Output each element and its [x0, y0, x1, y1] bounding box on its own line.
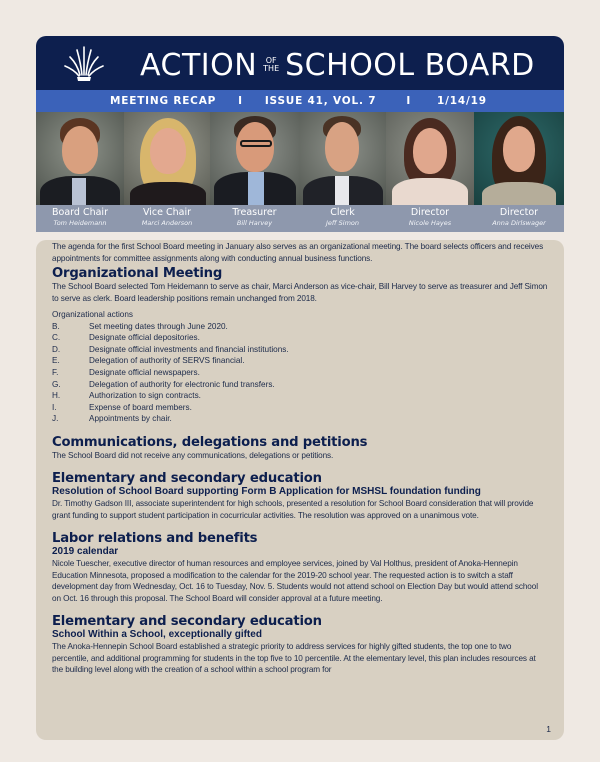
- section-body: Dr. Timothy Gadson III, associate superintendent for high schools, presented a resolution for School Board consideration that will provide grant funding to support student participation in cocurricular activities. The resolution was approved on a unanimous vote.: [52, 499, 534, 520]
- section-subheading: Resolution of School Board supporting Form B Application for MSHSL foundation funding: [52, 486, 481, 498]
- section-body: The Anoka-Hennepin School Board established a strategic priority to address services for highly gifted students, the top one to two percentile, and additional programming for students in the top five to 10 percentile. At the elementary level, this plan includes resources at the building level along with the creation of a school within a school program for: [52, 642, 536, 675]
- section-body: Nicole Tuescher, executive director of human resources and employee services, joined by Val Holthus, president of Anoka-Hennepin Education Minnesota, proposed a modification to the calendar for the 2019-20 school year. The requested action is to switch a staff development day from Wednesday, Oct. 16 to Tuesday, Nov. 5. Students would not attend school on Election Day but would attend school on Oct. 16 through this proposal. The School Board will consider approval at a future meeting.: [52, 559, 538, 603]
- section-heading: Elementary and secondary education: [52, 471, 322, 487]
- board-member-photo: [36, 112, 124, 205]
- organizational-actions-list: [52, 321, 548, 425]
- board-photo-strip: [36, 112, 564, 205]
- board-member-caption: Director Nicole Hayes: [408, 207, 452, 227]
- intro-paragraph: The agenda for the first School Board meeting in January also serves as an organizational meeting. The board selects officers and receives appointments for committee assignments along with conducting annual business functions.: [52, 242, 544, 263]
- title-action: ACTION: [140, 47, 258, 83]
- content-panel: [36, 240, 564, 740]
- grass-plume-logo-icon: [64, 45, 104, 83]
- separator: I: [406, 95, 412, 107]
- list-item: E. Delegation of authority of SERVS financial.: [52, 356, 245, 366]
- section-heading: Communications, delegations and petitions: [52, 434, 368, 450]
- board-member-photo: [299, 112, 386, 205]
- list-item: H. Authorization to sign contracts.: [52, 391, 201, 401]
- issue-bar: [36, 90, 564, 112]
- issue-date: 1/14/19: [437, 95, 487, 107]
- section-heading: Elementary and secondary education: [52, 614, 322, 630]
- section-subheading: School Within a School, exceptionally gifted: [52, 629, 262, 641]
- separator: I: [238, 95, 243, 107]
- list-item: C. Designate official depositories.: [52, 333, 200, 343]
- title-of-the: OF THE: [263, 56, 280, 73]
- board-member-caption: Clerk Jeff Simon: [325, 207, 360, 227]
- board-member-caption: Board Chair Tom Heidemann: [52, 207, 108, 227]
- section-subheading: 2019 calendar: [52, 546, 119, 558]
- section-body: The School Board did not receive any communications, delegations or petitions.: [52, 450, 334, 460]
- board-caption-band: [36, 205, 564, 232]
- board-member-caption: Director Anna Dirlswager: [492, 207, 546, 227]
- board-member-photo: [210, 112, 299, 205]
- board-member-photo: [124, 112, 210, 205]
- list-item: B. Set meeting dates through June 2020.: [52, 321, 228, 331]
- list-item: I. Expense of board members.: [52, 402, 192, 412]
- list-item: J. Appointments by chair.: [52, 414, 172, 424]
- page-number: 1: [546, 724, 551, 734]
- issue-label: ISSUE 41, VOL. 7: [264, 95, 377, 107]
- board-member-photo: [474, 112, 564, 205]
- list-item: D. Designate official investments and financial institutions.: [52, 344, 289, 354]
- section-body: The School Board selected Tom Heidemann to serve as chair, Marci Anderson as vice-chair, Bill Harvey to serve as treasurer and Jeff Simon to serve as clerk. Board leadership positions remain unchanged from 2018.: [52, 282, 548, 303]
- masthead: [36, 36, 564, 112]
- section-heading: Organizational Meeting: [52, 266, 223, 281]
- title-school-board: SCHOOL BOARD: [285, 47, 535, 83]
- list-item: G. Delegation of authority for electronic fund transfers.: [52, 379, 275, 389]
- board-member-caption: Treasurer Bill Harvey: [232, 207, 277, 227]
- board-member-photo: [386, 112, 474, 205]
- list-item: F. Designate official newspapers.: [52, 367, 200, 377]
- board-member-caption: Vice Chair Marci Anderson: [141, 207, 193, 227]
- meeting-recap-label: MEETING RECAP: [110, 95, 217, 107]
- masthead-title: [140, 43, 535, 87]
- section-heading: Labor relations and benefits: [52, 531, 258, 547]
- list-label: Organizational actions: [52, 310, 134, 319]
